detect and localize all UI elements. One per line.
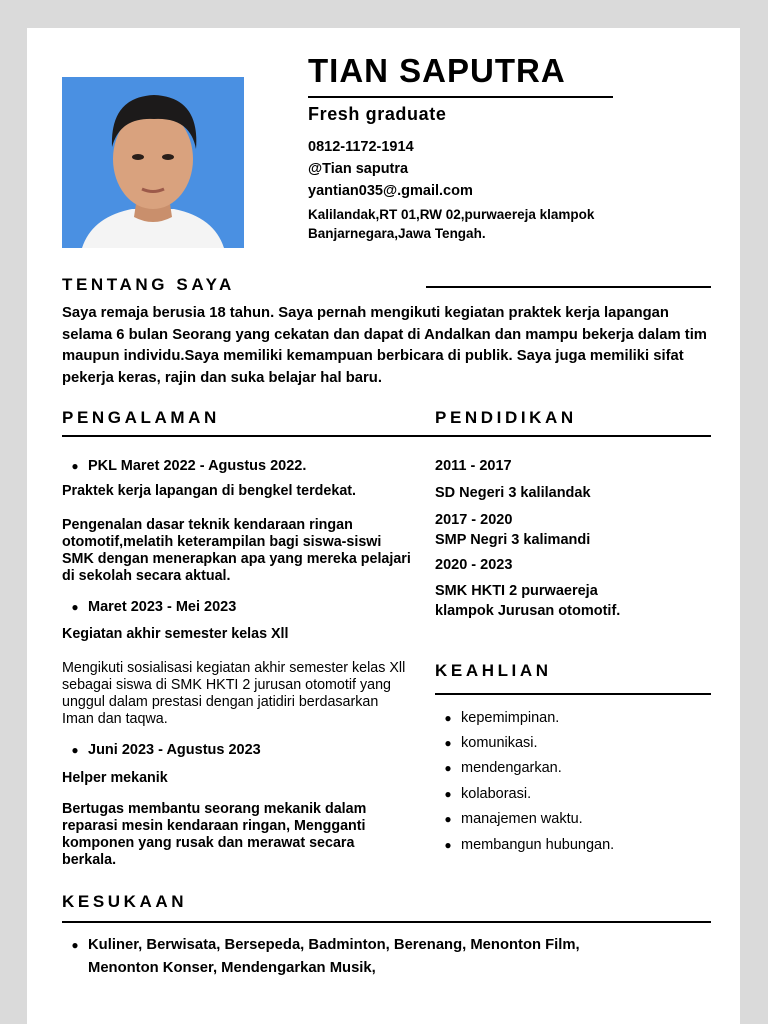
bullet-dot-icon: ●	[444, 711, 452, 725]
hobbies-title: KESUKAAN	[62, 892, 188, 911]
email-address: yantian035@.gmail.com	[308, 183, 473, 199]
education-school-line-1: SMK HKTI 2 purwaereja	[435, 583, 598, 599]
skill-item	[435, 837, 614, 853]
experience-period	[62, 599, 236, 615]
bullet-dot-icon: ●	[71, 938, 79, 952]
skill-item	[435, 710, 559, 726]
candidate-name: TIAN SAPUTRA	[308, 52, 566, 89]
bullet-dot-icon: ●	[71, 459, 79, 473]
period-text: Maret 2023 - Mei 2023	[88, 599, 237, 615]
bullet-dot-icon: ●	[71, 743, 79, 757]
experience-description: Pengenalan dasar teknik kendaraan ringan otomotif,melatih keterampilan bagi siswa-siswi SMK dengan menerapkan apa yang mereka pelajari di sekolah secara aktual.	[62, 517, 411, 584]
experience-title: PENGALAMAN	[62, 408, 220, 427]
bullet-dot-icon: ●	[444, 812, 452, 826]
experience-period	[62, 458, 306, 474]
period-text: PKL Maret 2022 - Agustus 2022.	[88, 458, 307, 474]
education-title: PENDIDIKAN	[435, 408, 577, 427]
education-years: 2020 - 2023	[435, 557, 513, 573]
hobbies-text: Kuliner, Berwisata, Bersepeda, Badminton, Berenang, Menonton Film,	[88, 937, 580, 953]
experience-heading: Praktek kerja lapangan di bengkel terdekat.	[62, 483, 357, 499]
skill-item	[435, 760, 562, 776]
bullet-dot-icon: ●	[444, 736, 452, 750]
skill-item	[435, 735, 538, 751]
candidate-role: Fresh graduate	[308, 104, 447, 124]
bullet-dot-icon: ●	[71, 600, 79, 614]
skill-text: kepemimpinan.	[461, 710, 560, 726]
profile-photo	[62, 77, 244, 248]
skill-text: membangun hubungan.	[461, 837, 615, 853]
address-line-2: Banjarnegara,Jawa Tengah.	[308, 226, 486, 241]
about-divider	[426, 286, 711, 288]
experience-description: Mengikuti sosialisasi kegiatan akhir semester kelas Xll sebagai siswa di SMK HKTI 2 jurusan otomotif yang unggul dalam prestasi dengan jatidiri berdasarkan Iman dan taqwa.	[62, 660, 406, 727]
education-years: 2017 - 2020	[435, 512, 513, 528]
skill-item	[435, 811, 583, 827]
skill-text: komunikasi.	[461, 735, 538, 751]
hobbies-line-1	[62, 934, 662, 957]
about-title: TENTANG SAYA	[62, 275, 235, 294]
social-handle: @Tian saputra	[308, 161, 409, 177]
experience-description: Bertugas membantu seorang mekanik dalam reparasi mesin kendaraan ringan, Mengganti komponen yang rusak dan merawat secara berkala.	[62, 801, 367, 868]
education-school: SD Negeri 3 kalilandak	[435, 485, 591, 501]
period-text: Juni 2023 - Agustus 2023	[88, 742, 261, 758]
experience-heading: Kegiatan akhir semester kelas Xll	[62, 626, 289, 642]
bullet-dot-icon: ●	[444, 787, 452, 801]
skills-divider	[435, 693, 711, 695]
phone-number: 0812-1172-1914	[308, 139, 414, 155]
hobbies-line-2: Menonton Konser, Mendengarkan Musik,	[88, 960, 376, 976]
address-line-1: Kalilandak,RT 01,RW 02,purwaereja klampok	[308, 207, 595, 222]
experience-heading: Helper mekanik	[62, 770, 168, 786]
hobbies-list	[62, 934, 662, 980]
hobbies-divider	[62, 921, 711, 923]
skill-text: kolaborasi.	[461, 786, 532, 802]
skills-title: KEAHLIAN	[435, 661, 552, 680]
skill-text: manajemen waktu.	[461, 811, 583, 827]
bullet-dot-icon: ●	[444, 838, 452, 852]
skill-text: mendengarkan.	[461, 760, 562, 776]
bullet-dot-icon: ●	[444, 761, 452, 775]
portrait-image	[62, 77, 244, 248]
name-divider	[308, 96, 613, 98]
skill-item	[435, 786, 531, 802]
education-school: SMP Negri 3 kalimandi	[435, 532, 591, 548]
education-school-line-2: klampok Jurusan otomotif.	[435, 603, 621, 619]
education-years: 2011 - 2017	[435, 458, 512, 474]
about-text: Saya remaja berusia 18 tahun. Saya pernah mengikuti kegiatan praktek kerja lapangan selama 6 bulan Seorang yang cekatan dan dapat di Andalkan dan mampu bekerja dalam tim maupun individu.Saya memiliki kemampuan berbicara di publik. Saya juga memiliki sifat pekerja keras, rajin dan suka belajar hal baru.	[62, 305, 707, 386]
experience-education-divider	[62, 435, 711, 437]
experience-period	[62, 742, 261, 758]
home-address	[308, 205, 638, 243]
